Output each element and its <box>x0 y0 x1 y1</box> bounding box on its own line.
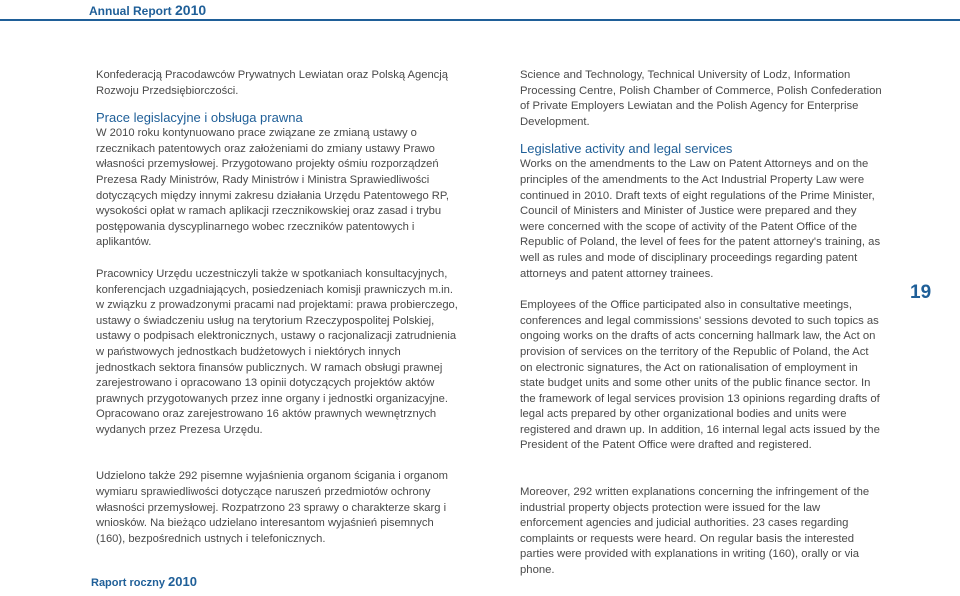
header-title-text: Annual Report <box>89 3 172 18</box>
header-title <box>89 2 206 18</box>
paragraph-consultations: Employees of the Office participated also in consultative meetings, conferences and legal commissions' sessions devoted to such topics as ongoing works on the drafts of acts concerning hallmark law, the Act on provision of services on the territory of the Republic of Poland, the Act on electronic signatures, the Act on rationalisation of employment in state budget units and some other units of the public finance sector. In the framework of legal services provision 13 opinions regarding drafts of legal acts prepared by other organizational bodies and units were registered and drawn up. In addition, 16 internal legal acts issued by the President of the Patent Office were drafted and registered. <box>520 299 880 452</box>
page-number: 19 <box>910 282 932 303</box>
english-column <box>520 68 882 579</box>
paragraph-explanations: Moreover, 292 written explanations concerning the infringement of the industrial property objects protection were issued for the law enforcement agencies and judicial authorities. 23 cases regarding complaints or requests were heard. On regular basis the interested parties were provided with explanations in writing (160), orally or via phone. <box>520 486 870 577</box>
page-header <box>0 0 960 19</box>
intro-paragraph: Konfederacją Pracodawców Prywatnych Lewiatan oraz Polską Agencją Rozwoju Przedsiębiorczości. <box>96 69 448 97</box>
header-rule <box>0 19 960 21</box>
polish-column <box>96 68 458 547</box>
footer-year: 2010 <box>168 574 197 589</box>
footer-title-text: Raport roczny <box>91 577 165 589</box>
intro-paragraph: Science and Technology, Technical University of Lodz, Information Processing Centre, Polish Chamber of Commerce, Polish Confederation of Private Employers Lewiatan and the Polish Agency for Enterprise Development. <box>520 69 882 128</box>
footer-title <box>91 574 197 589</box>
section-heading: Legislative activity and legal services <box>520 141 733 157</box>
header-year: 2010 <box>175 1 207 18</box>
paragraph-legislation: Works on the amendments to the Law on Patent Attorneys and on the principles of the amendments to the Act Industrial Property Law were continued in 2010. Draft texts of eight regulations of the Prime Minister, Council of Ministers and Minister of Justice were prepared and they were concerned with the scope of activity of the Patent Office of the Republic of Poland, the level of fees for the patent attorney's training, as well as rules and mode of disciplinary proceedings regarding patent attorneys and patent attorney trainees. <box>520 158 881 280</box>
paragraph-explanations: Udzielono także 292 pisemne wyjaśnienia organom ścigania i organom wymiaru sprawiedliwości dotyczące naruszeń przedmiotów ochrony własności przemysłowej. Rozpatrzono 23 sprawy o charakterze skarg i wniosków. Na bieżąco udzielano interesantom wyjaśnień pisemnych (160), bezpośrednich ustnych i telefonicznych. <box>96 470 448 545</box>
paragraph-legislation: W 2010 roku kontynuowano prace związane ze zmianą ustawy o rzecznikach patentowych oraz założeniami do zmiany ustawy Prawo własności przemysłowej. Przygotowano projekty ośmiu rozporządzeń Prezesa Rady Ministrów, Rady Ministrów i Ministra Sprawiedliwości dotyczących między innymi zakresu działania Urzędu Patentowego RP, wysokości opłat w ramach aplikacji rzecznikowskiej oraz zasad i trybu postępowania dyscyplinarnego wobec rzeczników patentowych i aplikantów. <box>96 127 449 249</box>
paragraph-consultations: Pracownicy Urzędu uczestniczyli także w spotkaniach konsultacyjnych, konferencjach uzgadniających, posiedzeniach komisji prawniczych m.in. w związku z prowadzonymi pracami nad projektami: prawa probierczego, ustawy o świadczeniu usług na terytorium Rzeczypospolitej Polskiej, ustawy o podpisach elektronicznych, ustawy o racjonalizacji zatrudnienia w państwowych jednostkach budżetowych i niektórych innych jednostkach sektora finansów publicznych. W ramach obsługi prawnej zarejestrowano i opracowano 13 opinii dotyczących projektów aktów prawnych przygotowanych przez inne organy i jednostki organizacyjne. Opracowano oraz zarejestrowano 16 aktów prawnych wewnętrznych wydanych przez Prezesa Urzędu. <box>96 267 458 436</box>
section-heading: Prace legislacyjne i obsługa prawna <box>96 110 303 126</box>
